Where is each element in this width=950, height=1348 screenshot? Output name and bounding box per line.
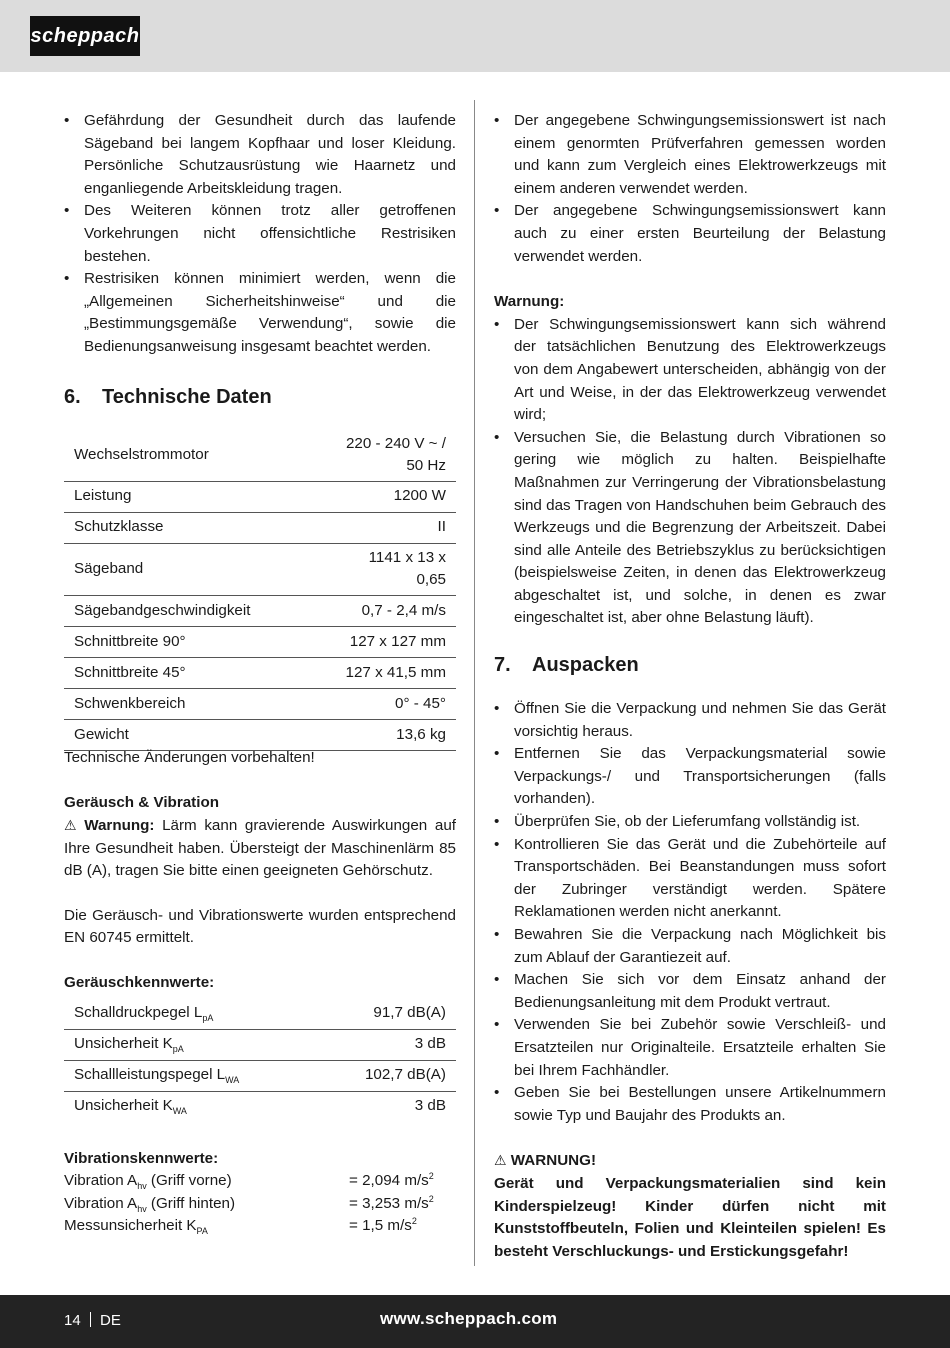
table-row: [64, 1060, 456, 1091]
unpacking-bullet-list: [494, 698, 886, 1127]
cell-label: Schnittbreite 90°: [64, 626, 326, 657]
label-suffix: (Griff vorne): [146, 1172, 232, 1190]
label-subscript: hv: [137, 1181, 147, 1192]
cell-label: Sägebandgeschwindigkeit: [64, 595, 326, 626]
list-item: • Geben Sie bei Bestellungen unsere Artikelnummern sowie Typ und Baujahr des Produkts an.: [494, 1082, 886, 1127]
page-separator: [90, 1312, 91, 1327]
label-subscript: hv: [137, 1203, 147, 1214]
table-row: [64, 512, 456, 543]
cell-label: Schutzklasse: [64, 512, 326, 543]
section-title: Technische Daten: [102, 385, 272, 408]
vibration-label: [64, 1170, 349, 1193]
warning-heading: Warnung:: [494, 293, 565, 311]
cell-label: Sägeband: [64, 543, 326, 595]
table-row: [64, 719, 456, 750]
cell-value: 3 dB: [414, 1097, 446, 1115]
column-divider: [474, 100, 475, 1266]
right-column: [494, 110, 886, 1263]
list-item: • Der Schwingungsemissionswert kann sich während der tatsächlichen Benutzung des Elektrowerkzeugs von dem Angabewert unterscheiden, abhängig von der Art und Weise, in der das Elektrowerkzeug verwendet wird;: [494, 314, 886, 427]
brand-logo: scheppach: [30, 16, 140, 56]
vibration-value: [349, 1170, 434, 1193]
table-row: [64, 688, 456, 719]
final-warning-heading: [494, 1149, 886, 1173]
risk-bullet-list: [64, 110, 456, 359]
value-superscript: 2: [411, 1216, 417, 1227]
list-item: • Verwenden Sie bei Zubehör sowie Verschleiß- und Ersatzteilen nur Originalteile. Ersatzteile erhalten Sie bei Ihrem Fachhändler.: [494, 1014, 886, 1082]
cell-value: 3 dB: [318, 1029, 456, 1060]
value-text: = 1,5 m/s: [349, 1217, 412, 1235]
list-item: • Machen Sie sich vor dem Einsatz anhand der Bedienungsanleitung mit dem Produkt vertraut.: [494, 969, 886, 1014]
label-subscript: PA: [196, 1226, 208, 1237]
noise-values-heading: Geräuschkennwerte:: [64, 974, 215, 992]
cell-value: II: [326, 512, 456, 543]
final-warning-text: Gerät und Verpackungsmaterialien sind kein Kinderspielzeug! Kinder dürfen nicht mit Kunststoffbeuteln, Folien und Kleinteilen spielen! Es besteht Verschluckungs- und Erstickungsgefahr!: [494, 1174, 886, 1260]
final-warning-label: WARNUNG!: [510, 1152, 597, 1170]
table-row: [64, 595, 456, 626]
noise-warning: [64, 814, 456, 883]
cell-label: [64, 1029, 318, 1060]
table-row: [64, 999, 456, 1030]
noise-values-table: [64, 999, 456, 1122]
cell-value: 13,6 kg: [326, 719, 456, 750]
label-text: Messunsicherheit K: [64, 1217, 197, 1235]
cell-label: Schnittbreite 45°: [64, 657, 326, 688]
vibration-row: [64, 1193, 456, 1216]
vibration-value: [349, 1193, 434, 1216]
vibration-label: [64, 1193, 349, 1216]
warning-triangle-icon: ⚠: [494, 1152, 507, 1169]
technical-data-table: [64, 430, 456, 751]
label-text: Schalldruckpegel L: [74, 1004, 203, 1022]
cell-value: 91,7 dB(A): [318, 999, 456, 1030]
table-row: [64, 430, 456, 482]
label-subscript: pA: [202, 1013, 214, 1024]
cell-label: [64, 999, 318, 1030]
vibration-values: [64, 1170, 456, 1238]
cell-label: Wechselstrommotor: [64, 430, 326, 482]
language-code: DE: [100, 1312, 121, 1329]
label-suffix: (Griff hinten): [146, 1194, 236, 1212]
list-item: • Der angegebene Schwingungsemissionswert ist nach einem genormten Prüfverfahren gemessen worden und kann zum Vergleich eines Elektrowerkzeugs mit einem anderen verwendet werden.: [494, 110, 886, 200]
left-column: [64, 110, 456, 1238]
label-text: Vibration A: [64, 1194, 138, 1212]
cell-label: [64, 1091, 318, 1122]
section-heading-technical-data: [64, 384, 456, 410]
value-superscript: 2: [428, 1193, 434, 1204]
label-subscript: pA: [172, 1044, 184, 1055]
list-item: • Restrisiken können minimiert werden, wenn die „Allgemeinen Sicherheitshinweise“ und die „Bestimmungsgemäße Verwendung“, sowie die Bedienungsanweisung insgesamt beachtet werden.: [64, 268, 456, 358]
table-row: [64, 626, 456, 657]
value-superscript: 2: [428, 1171, 434, 1182]
cell-value: 127 x 41,5 mm: [326, 657, 456, 688]
label-text: Unsicherheit K: [74, 1097, 173, 1115]
section-heading-unpacking: [494, 652, 886, 678]
warning-triangle-icon: ⚠: [64, 817, 77, 834]
cell-label: Schwenkbereich: [64, 688, 326, 719]
label-text: Schallleistungspegel L: [74, 1066, 226, 1084]
list-item: • Entfernen Sie das Verpackungsmaterial sowie Verpackungs-/ und Transportsicherungen (falls vorhanden).: [494, 743, 886, 811]
list-item: • Der angegebene Schwingungsemissionswert kann auch zu einer ersten Beurteilung der Belastung verwendet werden.: [494, 200, 886, 268]
table-row: [64, 543, 456, 595]
page-number: 14: [64, 1312, 81, 1329]
vibration-heading: Vibrationskennwerte:: [64, 1149, 219, 1167]
vibration-info-list: [494, 110, 886, 268]
cell-label: [64, 1060, 318, 1091]
value-text: = 2,094 m/s: [349, 1172, 429, 1190]
cell-label: Gewicht: [64, 719, 326, 750]
warning-label: Warnung:: [84, 817, 155, 835]
warning-text: Lärm kann gravierende Auswirkungen auf Ihre Gesundheit haben. Übersteigt der Maschinenlärm 85 dB (A), tragen Sie bitte einen geeigneten Gehörschutz.: [64, 817, 456, 880]
section-number: 7.: [494, 654, 511, 677]
cell-value: 1141 x 13 x 0,65: [326, 543, 456, 595]
cell-label: Leistung: [64, 481, 326, 512]
list-item: • Gefährdung der Gesundheit durch das laufende Sägeband bei langem Kopfhaar und loser Kleidung. Persönliche Schutzausrüstung wie Haarnetz und enganliegende Arbeitskleidung tragen.: [64, 110, 456, 200]
noise-paragraph: Die Geräusch- und Vibrationswerte wurden entsprechend EN 60745 ermittelt.: [64, 906, 456, 947]
vibration-row: [64, 1170, 456, 1193]
vibration-row: [64, 1215, 456, 1238]
section-title: Auspacken: [532, 654, 639, 677]
table-row: [64, 657, 456, 688]
table-row: [64, 1029, 456, 1060]
footer-bar: [0, 1295, 950, 1348]
cell-value: 0,7 - 2,4 m/s: [326, 595, 456, 626]
label-text: Vibration A: [64, 1172, 138, 1190]
website-url: www.scheppach.com: [380, 1309, 558, 1328]
section-number: 6.: [64, 385, 81, 408]
label-text: Unsicherheit K: [74, 1035, 173, 1053]
table-row: [64, 481, 456, 512]
list-item: • Versuchen Sie, die Belastung durch Vibrationen so gering wie möglich zu halten. Beispielhafte Maßnahmen zur Verringerung der Vibrationsbelastung sind das Tragen von Handschuhen beim Gebrauch des Werkzeugs und die Begrenzung der Arbeitszeit. Dabei sind alle Anteile des Betriebszyklus zu berücksichtigen (beispielsweise Zeiten, in denen das Elektrowerkzeug abgeschaltet ist, und solche, in denen es zwar eingeschaltet ist, aber ohne Belastung läuft).: [494, 427, 886, 630]
cell-value: 220 - 240 V ~ / 50 Hz: [326, 430, 456, 482]
value-text: = 3,253 m/s: [349, 1194, 429, 1212]
warning-bullet-list: [494, 314, 886, 630]
header-bar: [0, 0, 950, 72]
list-item: • Des Weiteren können trotz aller getroffenen Vorkehrungen nicht offensichtliche Restrisiken bestehen.: [64, 200, 456, 268]
label-subscript: WA: [225, 1075, 240, 1086]
list-item: • Öffnen Sie die Verpackung und nehmen Sie das Gerät vorsichtig heraus.: [494, 698, 886, 743]
list-item: • Kontrollieren Sie das Gerät und die Zubehörteile auf Transportschäden. Bei Beanstandungen muss sofort der Zubringer verständigt werden. Spätere Reklamationen werden nicht anerkannt.: [494, 834, 886, 924]
vibration-value: [349, 1215, 417, 1238]
table-row: [64, 1091, 456, 1122]
technical-note: Technische Änderungen vorbehalten!: [64, 748, 315, 766]
list-item: • Überprüfen Sie, ob der Lieferumfang vollständig ist.: [494, 811, 886, 834]
page-indicator: [64, 1310, 121, 1333]
label-subscript: WA: [172, 1106, 187, 1117]
cell-value: 1200 W: [326, 481, 456, 512]
cell-value: 102,7 dB(A): [318, 1060, 456, 1091]
cell-value: 0° - 45°: [326, 688, 456, 719]
vibration-label: [64, 1215, 349, 1238]
noise-heading: Geräusch & Vibration: [64, 793, 220, 811]
list-item: • Bewahren Sie die Verpackung nach Möglichkeit bis zum Ablauf der Garantiezeit auf.: [494, 924, 886, 969]
cell-value: 127 x 127 mm: [326, 626, 456, 657]
